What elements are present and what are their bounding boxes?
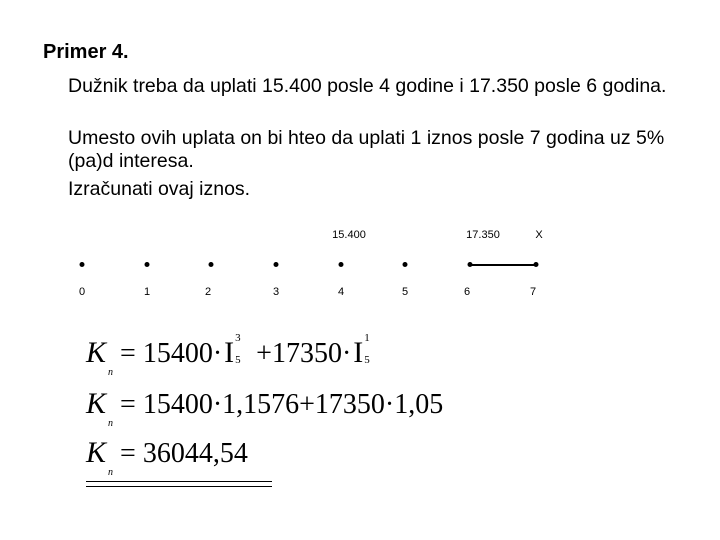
formula-term: 15400	[142, 338, 213, 369]
formula-expression: 15400·1,1576+17350·1,05	[142, 389, 444, 420]
formula-term: 17350	[271, 338, 342, 369]
plus-sign: +	[256, 338, 272, 369]
timeline-dot	[403, 262, 408, 267]
equals-sign: =	[120, 338, 136, 369]
multiply-dot: ·	[212, 338, 223, 369]
timeline-dot	[274, 262, 279, 267]
timeline-tick-label: 2	[204, 286, 212, 298]
problem-statement: Dužnik treba da uplati 15.400 posle 4 godine i 17.350 posle 6 godina.	[68, 75, 667, 97]
timeline-dot	[339, 262, 344, 267]
equals-sign: =	[120, 389, 136, 420]
timeline-tick-label: 3	[272, 286, 280, 298]
multiply-dot: ·	[341, 338, 352, 369]
formula-line-3	[86, 436, 248, 478]
timeline-dot	[80, 262, 85, 267]
timeline-line	[470, 264, 536, 266]
timeline-tick-label: 4	[337, 286, 345, 298]
kn-symbol: $K_n$	[86, 336, 114, 378]
timeline-tick-label: 6	[463, 286, 471, 298]
interest-factor: I 3 5	[224, 332, 241, 369]
timeline-tick-label: 5	[401, 286, 409, 298]
timeline-dot	[145, 262, 150, 267]
formula-line-2	[86, 387, 444, 429]
timeline-dot	[209, 262, 214, 267]
alternative-payment-text: Umesto ovih uplata on bi hteo da uplati 1 iznos posle 7 godina uz 5% (pa)d interesa.	[68, 127, 665, 172]
final-result: 36044,54	[142, 438, 248, 469]
kn-symbol: $K_n$	[86, 436, 114, 478]
timeline-dot	[468, 262, 473, 267]
timeline-dot	[534, 262, 539, 267]
timeline-label-payment-4: 15.400	[332, 229, 366, 241]
timeline-label-payment-6: 17.350	[466, 229, 500, 241]
formula-line-1	[86, 332, 370, 378]
timeline-tick-label: 1	[143, 286, 151, 298]
slide-title: Primer 4.	[43, 41, 129, 63]
kn-symbol: $K_n$	[86, 387, 114, 429]
task-text: Izračunati ovaj iznos.	[68, 178, 251, 200]
equals-sign: =	[120, 438, 136, 469]
result-underline-bottom	[86, 486, 272, 487]
interest-factor: I 1 5	[353, 332, 370, 369]
timeline-tick-label: 0	[78, 286, 86, 298]
result-underline-top	[86, 481, 272, 482]
timeline-label-unknown: X	[535, 229, 543, 241]
timeline-tick-label: 7	[529, 286, 537, 298]
